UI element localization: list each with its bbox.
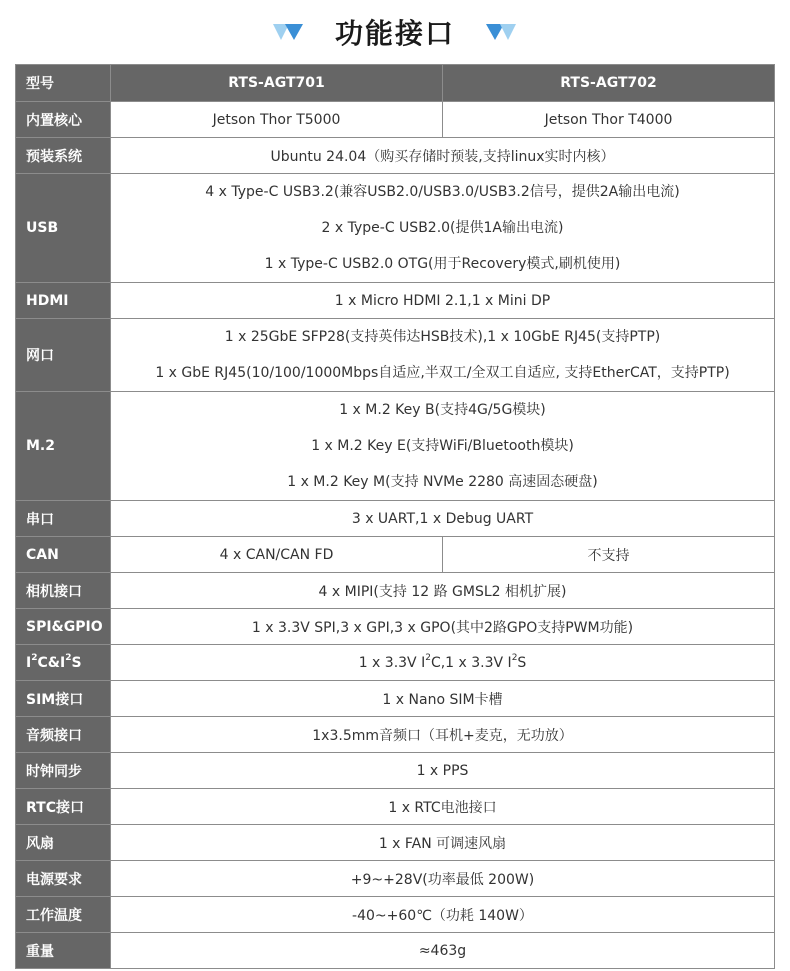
- value-part: C,1 x 3.3V I: [430, 654, 512, 671]
- table-cell: [111, 319, 775, 392]
- table-cell: [111, 392, 775, 501]
- table-row-network: [16, 319, 775, 392]
- table-row-usb: [16, 174, 775, 283]
- table-row-can: [16, 537, 775, 573]
- table-cell: 4 x CAN/CAN FD: [111, 537, 443, 573]
- table-row-sync: [16, 753, 775, 789]
- table-row-core: [16, 102, 775, 138]
- row-label: HDMI: [16, 283, 111, 319]
- table-row-os: [16, 138, 775, 174]
- value-superscript: 2: [511, 652, 518, 663]
- label-superscript: 2: [65, 652, 72, 663]
- row-label: 相机接口: [16, 573, 111, 609]
- table-cell: 不支持: [443, 537, 775, 573]
- table-cell: 1 x Nano SIM卡槽: [111, 681, 775, 717]
- table-cell: Jetson Thor T4000: [443, 102, 775, 138]
- cell-line: 4 x Type-C USB3.2(兼容USB2.0/USB3.0/USB3.2信号，提供2A输出电流): [205, 184, 680, 200]
- row-label: SPI&GPIO: [16, 609, 111, 645]
- table-row-spi: [16, 609, 775, 645]
- table-row-rtc: [16, 789, 775, 825]
- row-label: [16, 645, 111, 681]
- table-cell: +9~+28V(功率最低 200W): [111, 861, 775, 897]
- cell-line: 1 x Type-C USB2.0 OTG(用于Recovery模式,刷机使用): [264, 256, 621, 272]
- cell-line: 1 x M.2 Key E(支持WiFi/Bluetooth模块): [311, 438, 574, 454]
- table-row-fan: [16, 825, 775, 861]
- table-row-temperature: [16, 897, 775, 933]
- cell-line: 1 x GbE RJ45(10/100/1000Mbps自适应,半双工/全双工自适应, 支持EtherCAT，支持PTP): [155, 365, 730, 381]
- triangle-decoration-icon: [486, 22, 518, 42]
- table-cell: 1x3.5mm音频口（耳机+麦克，无功放）: [111, 717, 775, 753]
- value-superscript: 2: [425, 652, 431, 663]
- table-row-m2: [16, 392, 775, 501]
- table-cell: 1 x 3.3V SPI,3 x GPI,3 x GPO(其中2路GPO支持PWM功能): [111, 609, 775, 645]
- table-cell: -40~+60℃（功耗 140W）: [111, 897, 775, 933]
- value-part: S: [517, 654, 527, 671]
- table-row-hdmi: [16, 283, 775, 319]
- row-label: 重量: [16, 933, 111, 969]
- table-row-model: [16, 65, 775, 102]
- row-label: M.2: [16, 392, 111, 501]
- table-cell: ≈463g: [111, 933, 775, 969]
- table-row-camera: [16, 573, 775, 609]
- table-row-i2c: [16, 645, 775, 681]
- model-header-1: RTS-AGT701: [111, 65, 443, 102]
- value-part: 1 x 3.3V I: [358, 654, 426, 671]
- table-cell: Jetson Thor T5000: [111, 102, 443, 138]
- row-label: 预装系统: [16, 138, 111, 174]
- label-part: S: [71, 654, 82, 671]
- table-cell: 1 x Micro HDMI 2.1,1 x Mini DP: [111, 283, 775, 319]
- table-cell: [111, 645, 775, 681]
- cell-line: 1 x M.2 Key M(支持 NVMe 2280 高速固态硬盘): [287, 474, 598, 490]
- spec-table: [15, 64, 775, 969]
- row-label: 工作温度: [16, 897, 111, 933]
- label-part: C&I: [37, 654, 66, 671]
- table-cell: 4 x MIPI(支持 12 路 GMSL2 相机扩展): [111, 573, 775, 609]
- row-label: SIM接口: [16, 681, 111, 717]
- row-label: 电源要求: [16, 861, 111, 897]
- table-cell: [111, 174, 775, 283]
- cell-line: 1 x 25GbE SFP28(支持英伟达HSB技术),1 x 10GbE RJ45(支持PTP): [224, 329, 661, 345]
- table-row-serial: [16, 501, 775, 537]
- table-cell: 3 x UART,1 x Debug UART: [111, 501, 775, 537]
- row-label: USB: [16, 174, 111, 283]
- row-label: 音频接口: [16, 717, 111, 753]
- row-label: 网口: [16, 319, 111, 392]
- row-label: 风扇: [16, 825, 111, 861]
- label-part: I: [26, 654, 32, 671]
- table-cell: Ubuntu 24.04（购买存储时预装,支持linux实时内核）: [111, 138, 775, 174]
- table-cell: 1 x FAN 可调速风扇: [111, 825, 775, 861]
- row-label: 串口: [16, 501, 111, 537]
- cell-line: 1 x M.2 Key B(支持4G/5G模块): [339, 402, 546, 418]
- label-superscript: 2: [31, 652, 38, 663]
- row-label: 型号: [16, 65, 111, 102]
- table-cell: 1 x PPS: [111, 753, 775, 789]
- row-label: 内置核心: [16, 102, 111, 138]
- table-row-sim: [16, 681, 775, 717]
- table-row-power: [16, 861, 775, 897]
- page-title: 功能接口: [334, 17, 455, 50]
- table-cell: 1 x RTC电池接口: [111, 789, 775, 825]
- table-row-audio: [16, 717, 775, 753]
- row-label: RTC接口: [16, 789, 111, 825]
- row-label: 时钟同步: [16, 753, 111, 789]
- section-header: [0, 0, 790, 64]
- model-header-2: RTS-AGT702: [443, 65, 775, 102]
- table-row-weight: [16, 933, 775, 969]
- cell-line: 2 x Type-C USB2.0(提供1A输出电流): [321, 220, 564, 236]
- row-label: CAN: [16, 537, 111, 573]
